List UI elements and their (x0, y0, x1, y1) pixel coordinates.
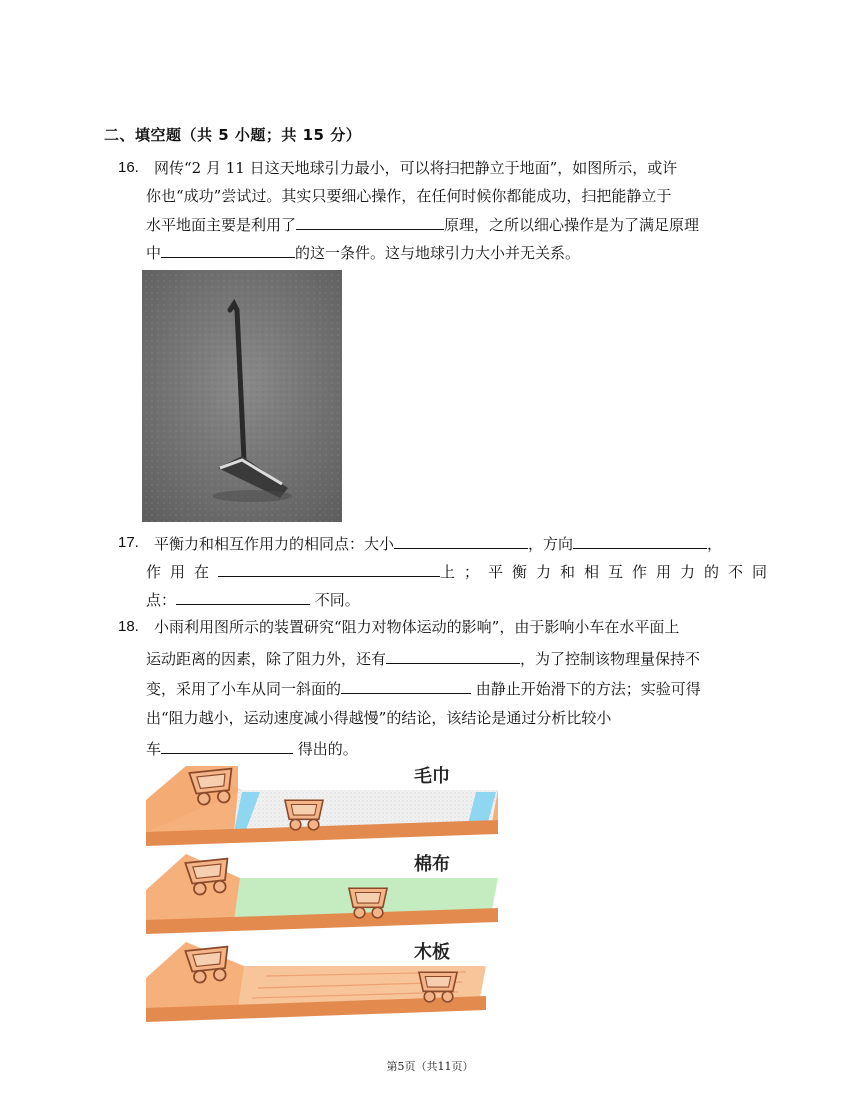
q17-line2 (146, 560, 776, 583)
q18-line4: 出“阻力越小，运动速度减小得越慢”的结论，该结论是通过分析比较小 (146, 709, 612, 727)
q16-line1: 网传“2 月 11 日这天地球引力最小，可以将扫把静立于地面”，如图所示，或许 (154, 159, 678, 177)
q18-line2 (146, 647, 700, 670)
q17-line1-a: 平衡力和相互作用力的相同点：大小 (154, 535, 395, 553)
q16-number: 16. (118, 159, 139, 176)
q16-line4-after: 的这一条件。这与地球引力大小并无关系。 (295, 244, 581, 262)
q18-line2-a: 运动距离的因素，除了阻力外，还有 (146, 650, 387, 668)
q16-line4 (146, 241, 580, 264)
answer-blank[interactable] (341, 677, 471, 694)
answer-blank[interactable] (573, 532, 707, 549)
answer-blank[interactable] (386, 647, 520, 664)
q16-line4-before: 中 (146, 244, 162, 262)
q18-line1: 小雨利用图所示的装置研究“阻力对物体运动的影响”，由于影响小车在水平面上 (154, 618, 680, 636)
q17-line2-a: 作用在 (146, 563, 219, 581)
answer-blank[interactable] (296, 213, 444, 230)
q18-line3 (146, 677, 701, 700)
answer-blank[interactable] (161, 241, 295, 258)
q17-line1-c: ， (707, 535, 723, 553)
q18-line3-b: 由静止开始滑下的方法；实验可得 (475, 680, 701, 698)
answer-blank[interactable] (218, 560, 440, 577)
q17-line3-a: 点： (146, 591, 177, 609)
experiment-figure (146, 760, 506, 1022)
figure-label-towel: 毛巾 (414, 766, 450, 787)
q17-number: 17. (118, 534, 139, 551)
q16-line3-after: 原理，之所以细心操作是为了满足原理 (444, 216, 700, 234)
figure-label-wood: 木板 (414, 942, 450, 963)
q16-line3 (146, 213, 699, 236)
q17-line3-b: 不同。 (314, 591, 360, 609)
q18-number: 18. (118, 618, 139, 635)
q17-line1 (154, 532, 722, 555)
q17-line2-b: 上；平衡力和相互作用力的不同 (440, 563, 777, 581)
page-footer: 第5页（共11页） (386, 1060, 474, 1073)
q18-line3-a: 变，采用了小车从同一斜面的 (146, 680, 342, 698)
q17-line3 (146, 588, 360, 611)
q17-line1-b: ，方向 (528, 535, 574, 553)
section-title: 二、填空题（共 5 小题；共 15 分） (104, 126, 362, 144)
q18-line5 (146, 737, 358, 760)
answer-blank[interactable] (161, 737, 293, 754)
figure-label-cotton: 棉布 (414, 854, 450, 875)
answer-blank[interactable] (394, 532, 528, 549)
q16-line2: 你也“成功”尝试过。其实只要细心操作，在任何时候你都能成功，扫把能静立于 (146, 187, 672, 205)
q18-line5-b: 得出的。 (297, 740, 358, 758)
q18-line2-b: ，为了控制该物理量保持不 (520, 650, 701, 668)
q18-line5-a: 车 (146, 740, 162, 758)
answer-blank[interactable] (176, 588, 310, 605)
broom-photo (142, 270, 342, 522)
q16-line3-before: 水平地面主要是利用了 (146, 216, 297, 234)
